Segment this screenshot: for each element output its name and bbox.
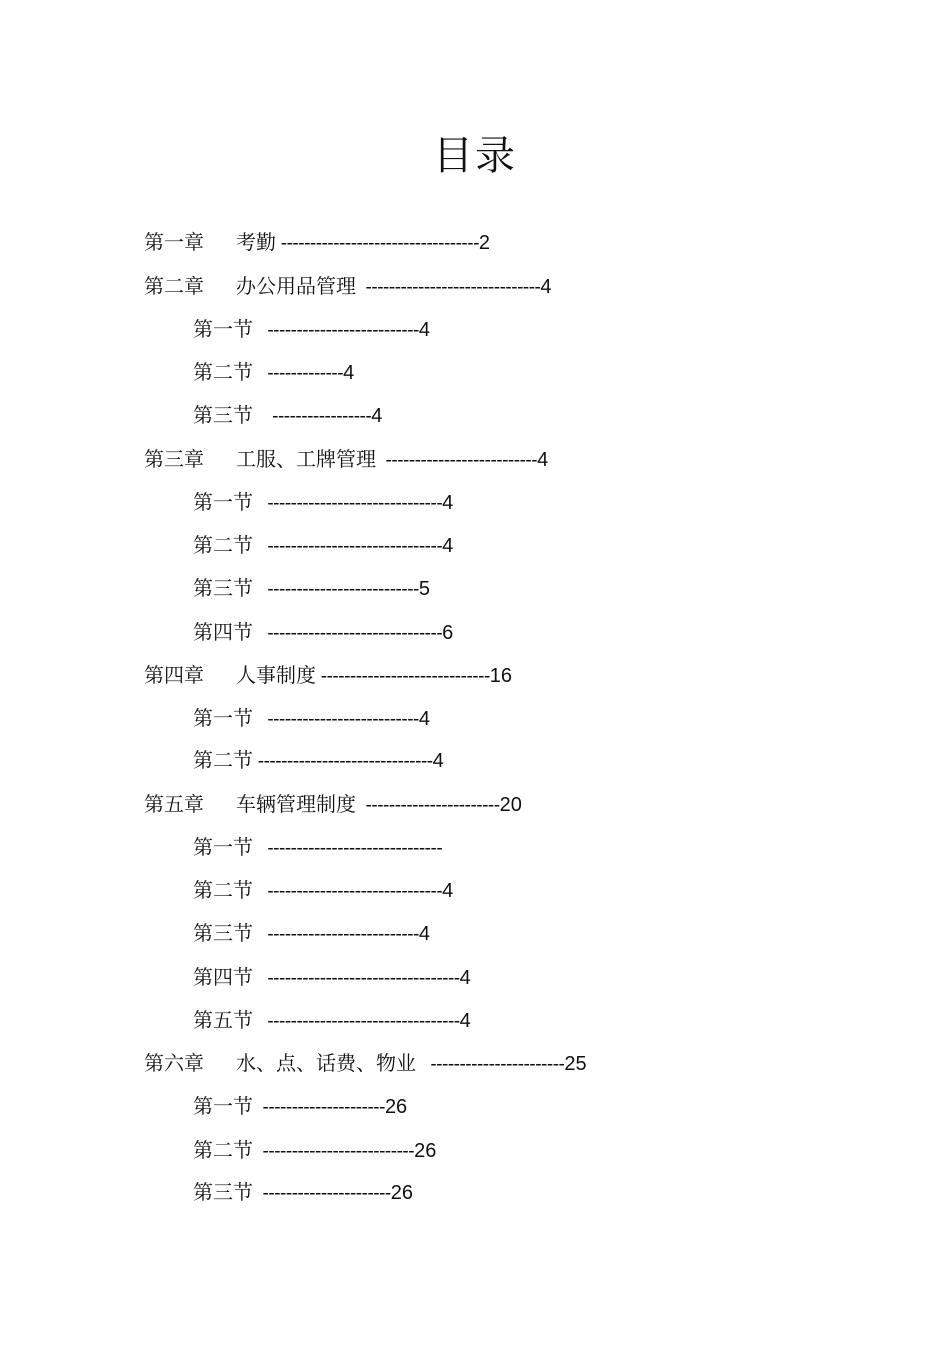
toc-section-entry[interactable]: [193, 488, 453, 518]
toc-chapter-entry[interactable]: [144, 272, 552, 302]
toc-section-entry[interactable]: [193, 704, 430, 734]
toc-page-number: 26: [384, 1096, 408, 1118]
toc-section-entry[interactable]: [193, 746, 444, 776]
toc-entry-title: 车辆管理制度: [236, 792, 356, 816]
toc-page-number: 26: [414, 1140, 437, 1162]
toc-entry-label: 第五章: [144, 792, 204, 816]
toc-entry-label: 第二节: [193, 533, 253, 557]
toc-page-number: 4: [418, 319, 430, 341]
toc-dot-leader: ---------------------: [253, 1097, 385, 1118]
toc-page-number: 6: [442, 622, 454, 644]
toc-dot-leader: ----------------------------------: [276, 233, 479, 254]
toc-dot-leader: --------------------------: [376, 450, 538, 471]
toc-dot-leader: --------------------------: [253, 320, 419, 341]
toc-page-number: 2: [478, 232, 491, 254]
toc-page-number: 25: [564, 1053, 587, 1075]
toc-entry-label: 第一节: [193, 706, 253, 730]
toc-section-entry[interactable]: [193, 919, 430, 949]
toc-dot-leader: -----------------------------: [316, 666, 490, 687]
toc-section-entry[interactable]: [193, 833, 442, 863]
toc-entry-label: 第二节: [193, 1138, 253, 1162]
toc-entry-label: 第三章: [144, 447, 204, 471]
toc-entry-title: 考勤: [236, 230, 276, 254]
toc-dot-leader: -----------------------: [416, 1054, 565, 1075]
toc-page-number: 4: [442, 880, 454, 902]
toc-entry-label: 第三节: [193, 921, 253, 945]
toc-page-number: 5: [418, 578, 430, 600]
toc-entry-label: 第一节: [193, 835, 253, 859]
toc-section-entry[interactable]: [193, 358, 354, 388]
toc-entry-title: 水、点、话费、物业: [236, 1051, 416, 1075]
toc-page-number: 4: [537, 449, 549, 471]
toc-entry-title: 办公用品管理: [236, 274, 356, 298]
toc-chapter-entry[interactable]: [144, 661, 512, 691]
toc-section-entry[interactable]: [193, 1006, 471, 1036]
toc-dot-leader: --------------------------: [253, 579, 419, 600]
toc-page-number: 4: [432, 750, 444, 772]
toc-section-entry[interactable]: [193, 1178, 413, 1208]
toc-dot-leader: ------------------------------: [253, 838, 443, 859]
toc-section-entry[interactable]: [193, 1092, 407, 1122]
toc-dot-leader: ---------------------------------: [253, 1011, 460, 1032]
toc-section-entry[interactable]: [193, 876, 453, 906]
toc-dot-leader: ------------------------------: [356, 277, 541, 298]
toc-dot-leader: --------------------------: [253, 1141, 415, 1162]
toc-entry-label: 第四节: [193, 965, 253, 989]
toc-entry-label: 第三节: [193, 1180, 253, 1204]
toc-entry-label: 第五节: [193, 1008, 253, 1032]
toc-chapter-entry[interactable]: [144, 228, 490, 258]
toc-section-entry[interactable]: [193, 1136, 436, 1166]
toc-page-number: 4: [442, 535, 454, 557]
toc-section-entry[interactable]: [193, 315, 430, 345]
toc-entry-label: 第二节: [193, 748, 253, 772]
toc-chapter-entry[interactable]: [144, 445, 548, 475]
toc-section-entry[interactable]: [193, 531, 453, 561]
toc-dot-leader: ------------------------------: [253, 536, 443, 557]
toc-section-entry[interactable]: [193, 574, 430, 604]
toc-entry-label: 第一节: [193, 1094, 253, 1118]
toc-entry-title: 工服、工牌管理: [236, 447, 376, 471]
toc-entry-label: 第四节: [193, 620, 253, 644]
toc-dot-leader: ------------------------------: [253, 493, 443, 514]
toc-dot-leader: -----------------: [253, 406, 372, 427]
toc-entry-label: 第一章: [144, 230, 204, 254]
toc-dot-leader: ------------------------------: [253, 751, 433, 772]
toc-entry-label: 第六章: [144, 1051, 204, 1075]
toc-page-number: 4: [371, 405, 383, 427]
toc-entry-label: 第二节: [193, 360, 253, 384]
toc-entry-title: 人事制度: [236, 663, 316, 687]
toc-entry-label: 第四章: [144, 663, 204, 687]
toc-dot-leader: --------------------------: [253, 709, 419, 730]
toc-section-entry[interactable]: [193, 618, 453, 648]
toc-dot-leader: ----------------------: [253, 1183, 391, 1204]
toc-entry-label: 第二节: [193, 878, 253, 902]
toc-dot-leader: ------------------------------: [253, 881, 443, 902]
toc-page-number: 16: [489, 665, 513, 687]
toc-page-number: 4: [459, 967, 471, 989]
toc-chapter-entry[interactable]: [144, 790, 522, 820]
toc-entry-label: 第三节: [193, 403, 253, 427]
toc-section-entry[interactable]: [193, 401, 382, 431]
toc-chapter-entry[interactable]: [144, 1049, 587, 1079]
page-title: 目录: [433, 133, 517, 179]
toc-page-number: 4: [343, 362, 355, 384]
toc-section-entry[interactable]: [193, 963, 471, 993]
toc-page-number: 26: [390, 1182, 414, 1204]
toc-entry-label: 第二章: [144, 274, 204, 298]
toc-page-number: 4: [418, 923, 430, 945]
toc-dot-leader: --------------------------: [253, 924, 419, 945]
toc-dot-leader: ------------------------------: [253, 623, 443, 644]
toc-page-number: 20: [499, 794, 522, 816]
toc-page-number: 4: [418, 708, 430, 730]
toc-entry-label: 第三节: [193, 576, 253, 600]
toc-page-number: 4: [459, 1010, 471, 1032]
toc-entry-label: 第一节: [193, 490, 253, 514]
toc-entry-label: 第一节: [193, 317, 253, 341]
toc-page-number: 4: [540, 276, 552, 298]
toc-page-number: 4: [442, 492, 454, 514]
toc-dot-leader: -------------: [253, 363, 344, 384]
toc-dot-leader: -----------------------: [356, 795, 500, 816]
toc-dot-leader: ---------------------------------: [253, 968, 460, 989]
